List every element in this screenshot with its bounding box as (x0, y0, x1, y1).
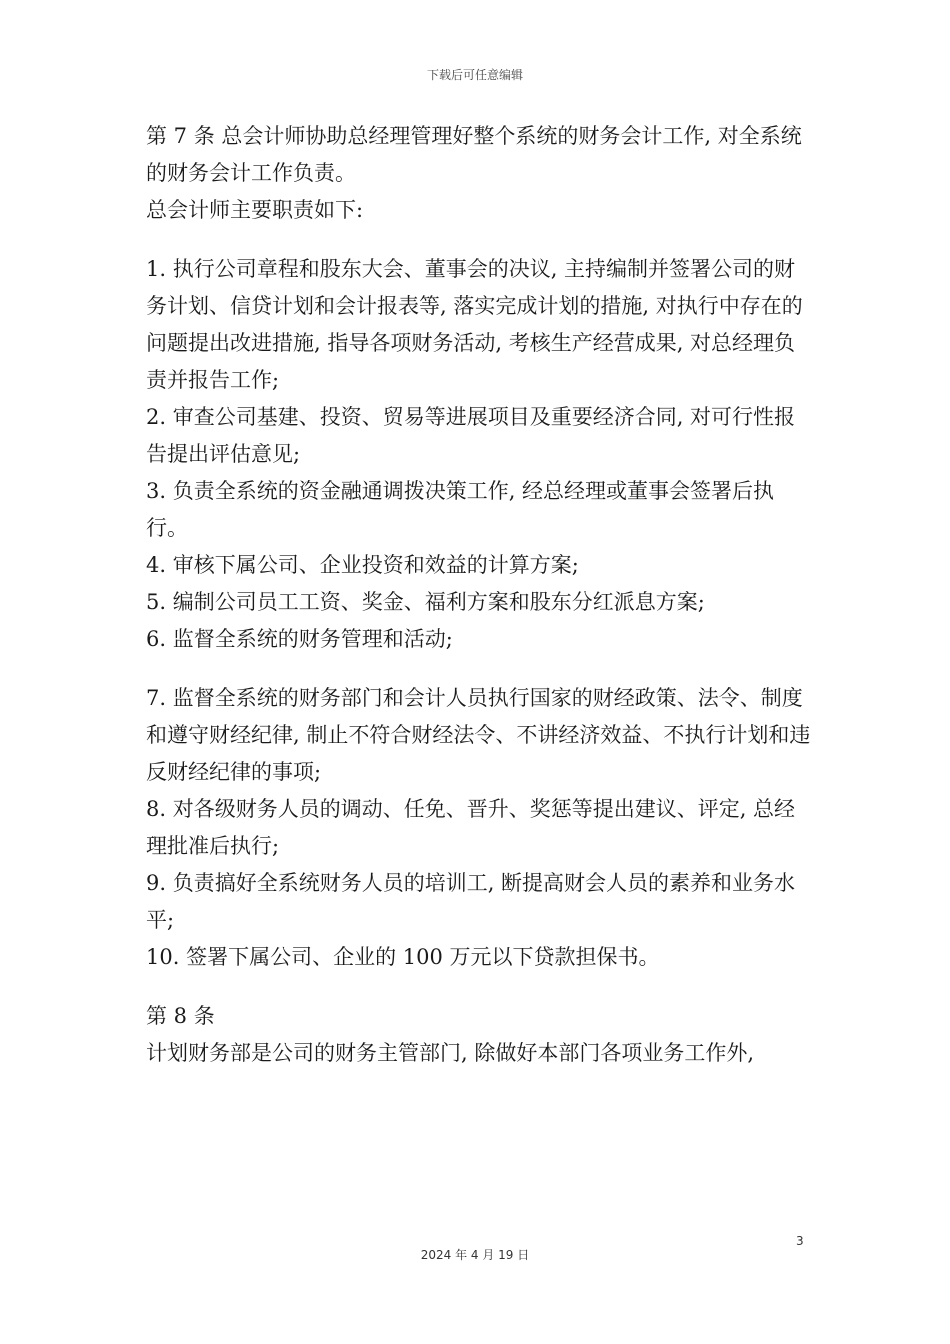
duty-item-8: 8. 对各级财务人员的调动、任免、晋升、奖惩等提出建议、评定, 总经理批准后执行; (146, 797, 796, 858)
duty-item-4: 4. 审核下属公司、企业投资和效益的计算方案; (146, 553, 579, 577)
footer-date: 2024 年 4 月 19 日 (420, 1248, 530, 1262)
duty-item-9: 9. 负责搞好全系统财务人员的培训工, 断提高财会人员的素养和业务水平; (146, 871, 796, 932)
article-8-title: 第 8 条 (146, 1004, 215, 1028)
duty-item-3: 3. 负责全系统的资金融通调拨决策工作, 经总经理或董事会签署后执行。 (146, 479, 775, 540)
duty-item-5: 5. 编制公司员工工资、奖金、福利方案和股东分红派息方案; (146, 590, 705, 614)
page-number: 3 (796, 1234, 804, 1248)
duty-item-10: 10. 签署下属公司、企业的 100 万元以下贷款担保书。 (146, 945, 660, 969)
article-7-title: 第 7 条 总会计师协助总经理管理好整个系统的财务会计工作, 对全系统的财务会计工作负责。 (146, 124, 802, 185)
duty-item-6: 6. 监督全系统的财务管理和活动; (146, 627, 453, 651)
duty-item-7: 7. 监督全系统的财务部门和会计人员执行国家的财经政策、法令、制度和遵守财经纪律, 制止不符合财经法令、不讲经济效益、不执行计划和违反财经纪律的事项; (146, 686, 811, 784)
document-body (146, 118, 816, 1072)
page-header-note: 下载后可任意编辑 (426, 68, 523, 82)
article-8-text: 计划财务部是公司的财务主管部门, 除做好本部门各项业务工作外, (146, 1041, 755, 1065)
duty-item-2: 2. 审查公司基建、投资、贸易等进展项目及重要经济合同, 对可行性报告提出评估意见; (146, 405, 796, 466)
duty-item-1: 1. 执行公司章程和股东大会、董事会的决议, 主持编制并签署公司的财务计划、信贷计划和会计报表等, 落实完成计划的措施, 对执行中存在的问题提出改进措施, 指导各项财务活动, 考核生产经营成果, 对总经理负责并报告工作; (146, 257, 803, 392)
article-7-intro: 总会计师主要职责如下: (146, 198, 364, 222)
